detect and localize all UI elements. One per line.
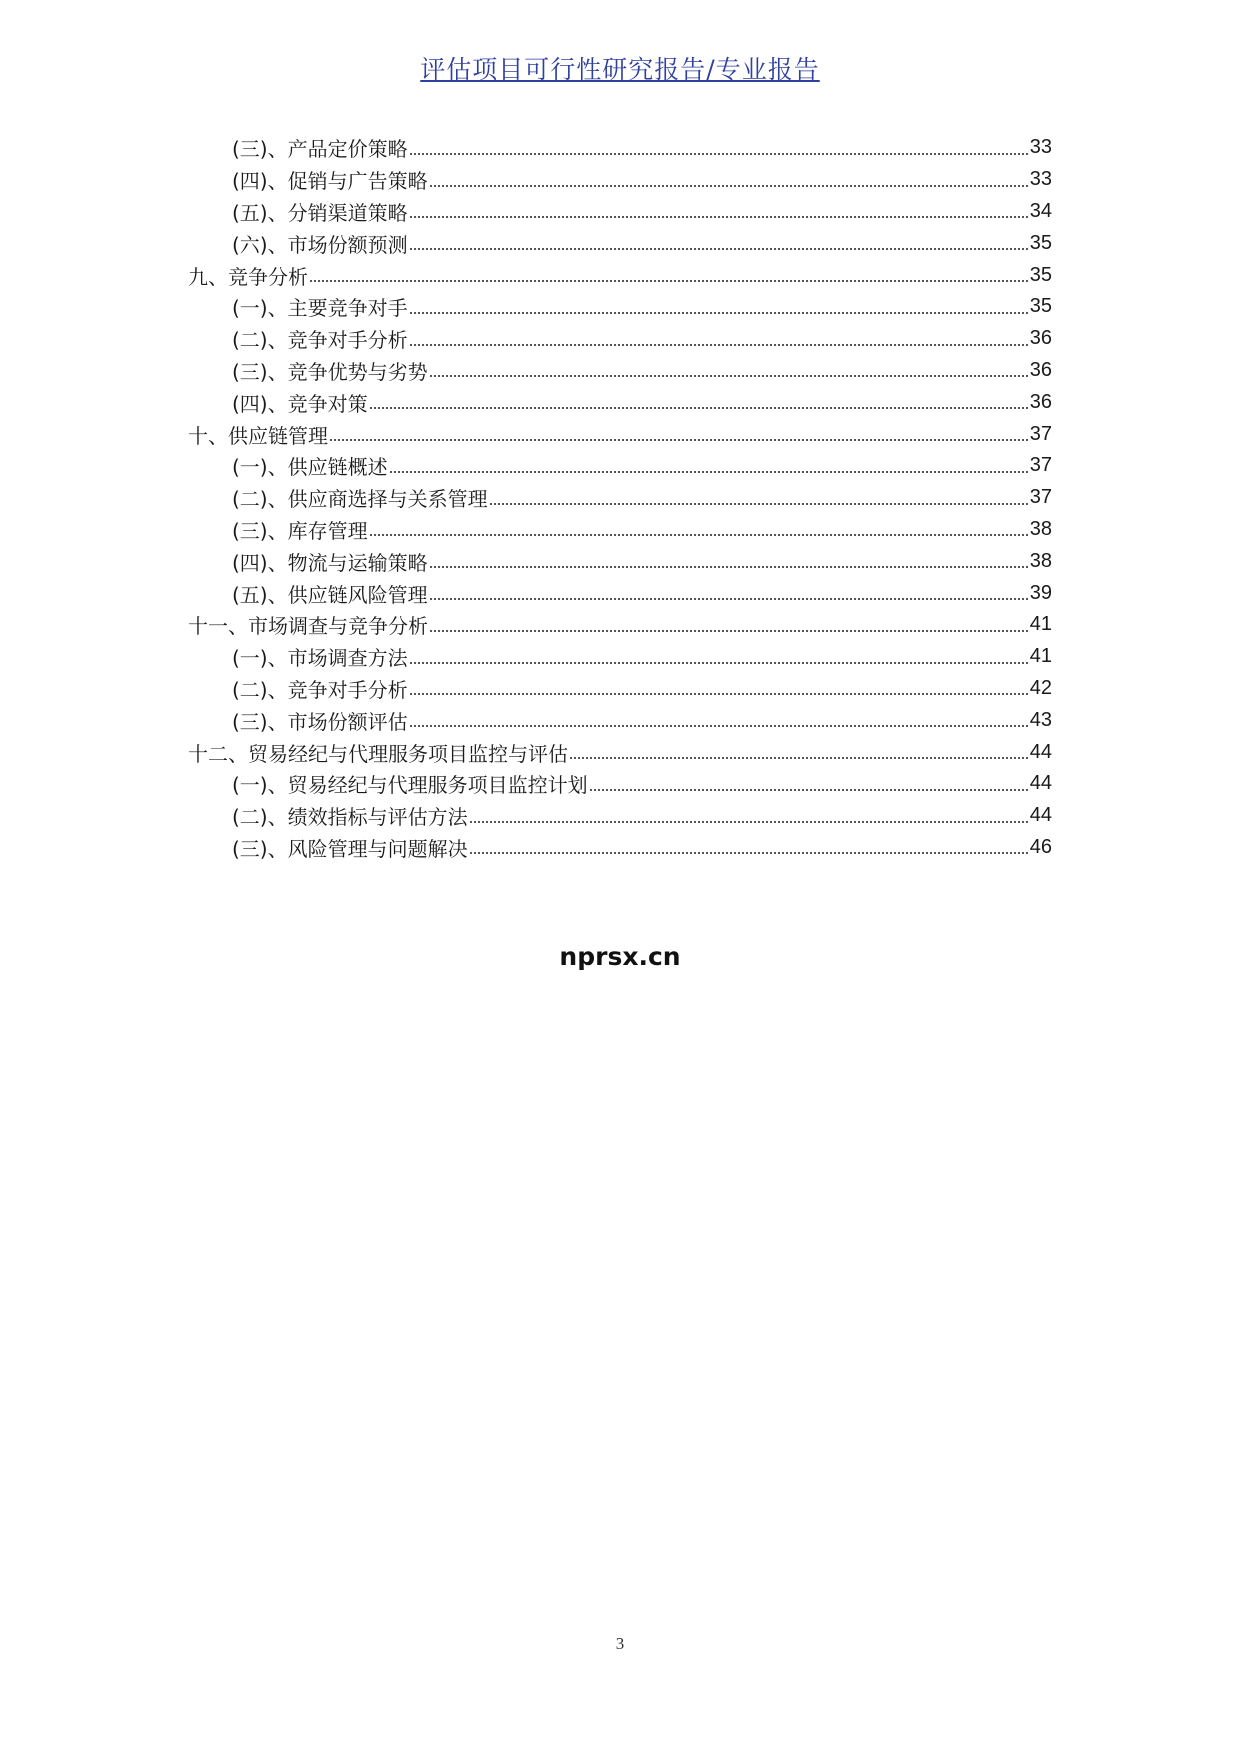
leader-dots bbox=[430, 184, 1028, 187]
leader-dots bbox=[430, 629, 1028, 632]
toc-entry-label: (四)、促销与广告策略 bbox=[232, 169, 428, 194]
leader-dots bbox=[410, 343, 1028, 346]
toc-entry-label: 九、竞争分析 bbox=[188, 264, 308, 289]
toc-entry-label: (二)、竞争对手分析 bbox=[232, 328, 408, 353]
toc-entry-label: (三)、竞争优势与劣势 bbox=[232, 359, 428, 384]
leader-dots bbox=[590, 788, 1028, 791]
toc-entry-page: 38 bbox=[1029, 549, 1052, 572]
toc-entry[interactable] bbox=[188, 704, 1052, 736]
toc-entry[interactable] bbox=[188, 196, 1052, 228]
page-number: 3 bbox=[615, 1634, 625, 1653]
toc-entry[interactable] bbox=[188, 386, 1052, 418]
toc-entry-label: 十、供应链管理 bbox=[188, 423, 328, 448]
toc-entry[interactable] bbox=[188, 577, 1052, 609]
toc-entry[interactable] bbox=[188, 355, 1052, 387]
toc-entry-label: (四)、物流与运输策略 bbox=[232, 550, 428, 575]
toc-entry-label: (二)、竞争对手分析 bbox=[232, 677, 408, 702]
toc-entry-page: 36 bbox=[1029, 327, 1052, 350]
leader-dots bbox=[430, 565, 1028, 568]
toc-entry-page: 35 bbox=[1029, 263, 1052, 286]
leader-dots bbox=[410, 215, 1028, 218]
toc-entry[interactable] bbox=[188, 673, 1052, 705]
toc-entry-page: 44 bbox=[1029, 740, 1052, 763]
toc-entry-page: 34 bbox=[1029, 199, 1052, 222]
toc-entry-page: 33 bbox=[1029, 168, 1052, 191]
leader-dots bbox=[430, 597, 1028, 600]
toc-entry-label: (三)、产品定价策略 bbox=[232, 137, 408, 162]
toc-entry-label: (四)、竞争对策 bbox=[232, 391, 368, 416]
site-watermark: nprsx.cn bbox=[559, 942, 681, 971]
toc-entry-label: 十二、贸易经纪与代理服务项目监控与评估 bbox=[188, 741, 568, 766]
toc-entry-page: 38 bbox=[1029, 517, 1052, 540]
toc-entry[interactable] bbox=[188, 164, 1052, 196]
toc-chapter[interactable] bbox=[188, 259, 1052, 291]
toc-chapter[interactable] bbox=[188, 736, 1052, 768]
toc-entry-label: (六)、市场份额预测 bbox=[232, 232, 408, 257]
toc-entry-label: (三)、库存管理 bbox=[232, 518, 368, 543]
toc-entry-page: 41 bbox=[1029, 645, 1052, 668]
header-link[interactable]: 评估项目可行性研究报告/专业报告 bbox=[420, 55, 820, 84]
leader-dots bbox=[410, 724, 1028, 727]
leader-dots bbox=[410, 661, 1028, 664]
leader-dots bbox=[390, 470, 1028, 473]
toc-entry-page: 35 bbox=[1029, 295, 1052, 318]
toc-entry-label: (一)、供应链概述 bbox=[232, 455, 388, 480]
leader-dots bbox=[570, 756, 1028, 759]
toc-entry-label: (一)、市场调查方法 bbox=[232, 646, 408, 671]
toc-entry[interactable] bbox=[188, 641, 1052, 673]
leader-dots bbox=[490, 502, 1028, 505]
toc-entry-page: 37 bbox=[1029, 422, 1052, 445]
toc-entry-page: 36 bbox=[1029, 358, 1052, 381]
toc-entry-page: 33 bbox=[1029, 136, 1052, 159]
toc-entry-label: (一)、贸易经纪与代理服务项目监控计划 bbox=[232, 773, 588, 798]
leader-dots bbox=[430, 374, 1028, 377]
toc-entry[interactable] bbox=[188, 482, 1052, 514]
page-header bbox=[0, 50, 1240, 86]
toc-entry-page: 44 bbox=[1029, 804, 1052, 827]
toc-entry-label: (二)、绩效指标与评估方法 bbox=[232, 805, 468, 830]
toc-entry[interactable] bbox=[188, 832, 1052, 864]
toc-entry-page: 36 bbox=[1029, 390, 1052, 413]
toc-chapter[interactable] bbox=[188, 609, 1052, 641]
leader-dots bbox=[410, 247, 1028, 250]
toc-entry[interactable] bbox=[188, 132, 1052, 164]
toc-entry-page: 41 bbox=[1029, 613, 1052, 636]
toc-chapter[interactable] bbox=[188, 418, 1052, 450]
leader-dots bbox=[310, 279, 1028, 282]
leader-dots bbox=[370, 406, 1028, 409]
toc-entry-page: 35 bbox=[1029, 231, 1052, 254]
toc-entry-page: 42 bbox=[1029, 676, 1052, 699]
toc-entry-label: (三)、市场份额评估 bbox=[232, 709, 408, 734]
leader-dots bbox=[370, 533, 1028, 536]
leader-dots bbox=[410, 152, 1028, 155]
toc-entry-page: 44 bbox=[1029, 772, 1052, 795]
toc-entry[interactable] bbox=[188, 514, 1052, 546]
toc-entry-label: 十一、市场调查与竞争分析 bbox=[188, 614, 428, 639]
toc-entry-page: 37 bbox=[1029, 486, 1052, 509]
toc-entry[interactable] bbox=[188, 768, 1052, 800]
toc-entry-page: 37 bbox=[1029, 454, 1052, 477]
leader-dots bbox=[470, 851, 1028, 854]
toc-entry-page: 43 bbox=[1029, 708, 1052, 731]
toc-entry-label: (五)、分销渠道策略 bbox=[232, 200, 408, 225]
leader-dots bbox=[470, 820, 1028, 823]
leader-dots bbox=[410, 692, 1028, 695]
table-of-contents bbox=[188, 132, 1052, 863]
toc-entry-label: (三)、风险管理与问题解决 bbox=[232, 836, 468, 861]
toc-entry[interactable] bbox=[188, 545, 1052, 577]
leader-dots bbox=[410, 311, 1028, 314]
toc-entry-label: (一)、主要竞争对手 bbox=[232, 296, 408, 321]
toc-entry[interactable] bbox=[188, 227, 1052, 259]
toc-entry-label: (五)、供应链风险管理 bbox=[232, 582, 428, 607]
toc-entry[interactable] bbox=[188, 450, 1052, 482]
toc-entry[interactable] bbox=[188, 323, 1052, 355]
toc-entry-page: 39 bbox=[1029, 581, 1052, 604]
toc-entry[interactable] bbox=[188, 291, 1052, 323]
toc-entry-label: (二)、供应商选择与关系管理 bbox=[232, 487, 488, 512]
leader-dots bbox=[330, 438, 1028, 441]
toc-entry[interactable] bbox=[188, 800, 1052, 832]
toc-entry-page: 46 bbox=[1029, 835, 1052, 858]
